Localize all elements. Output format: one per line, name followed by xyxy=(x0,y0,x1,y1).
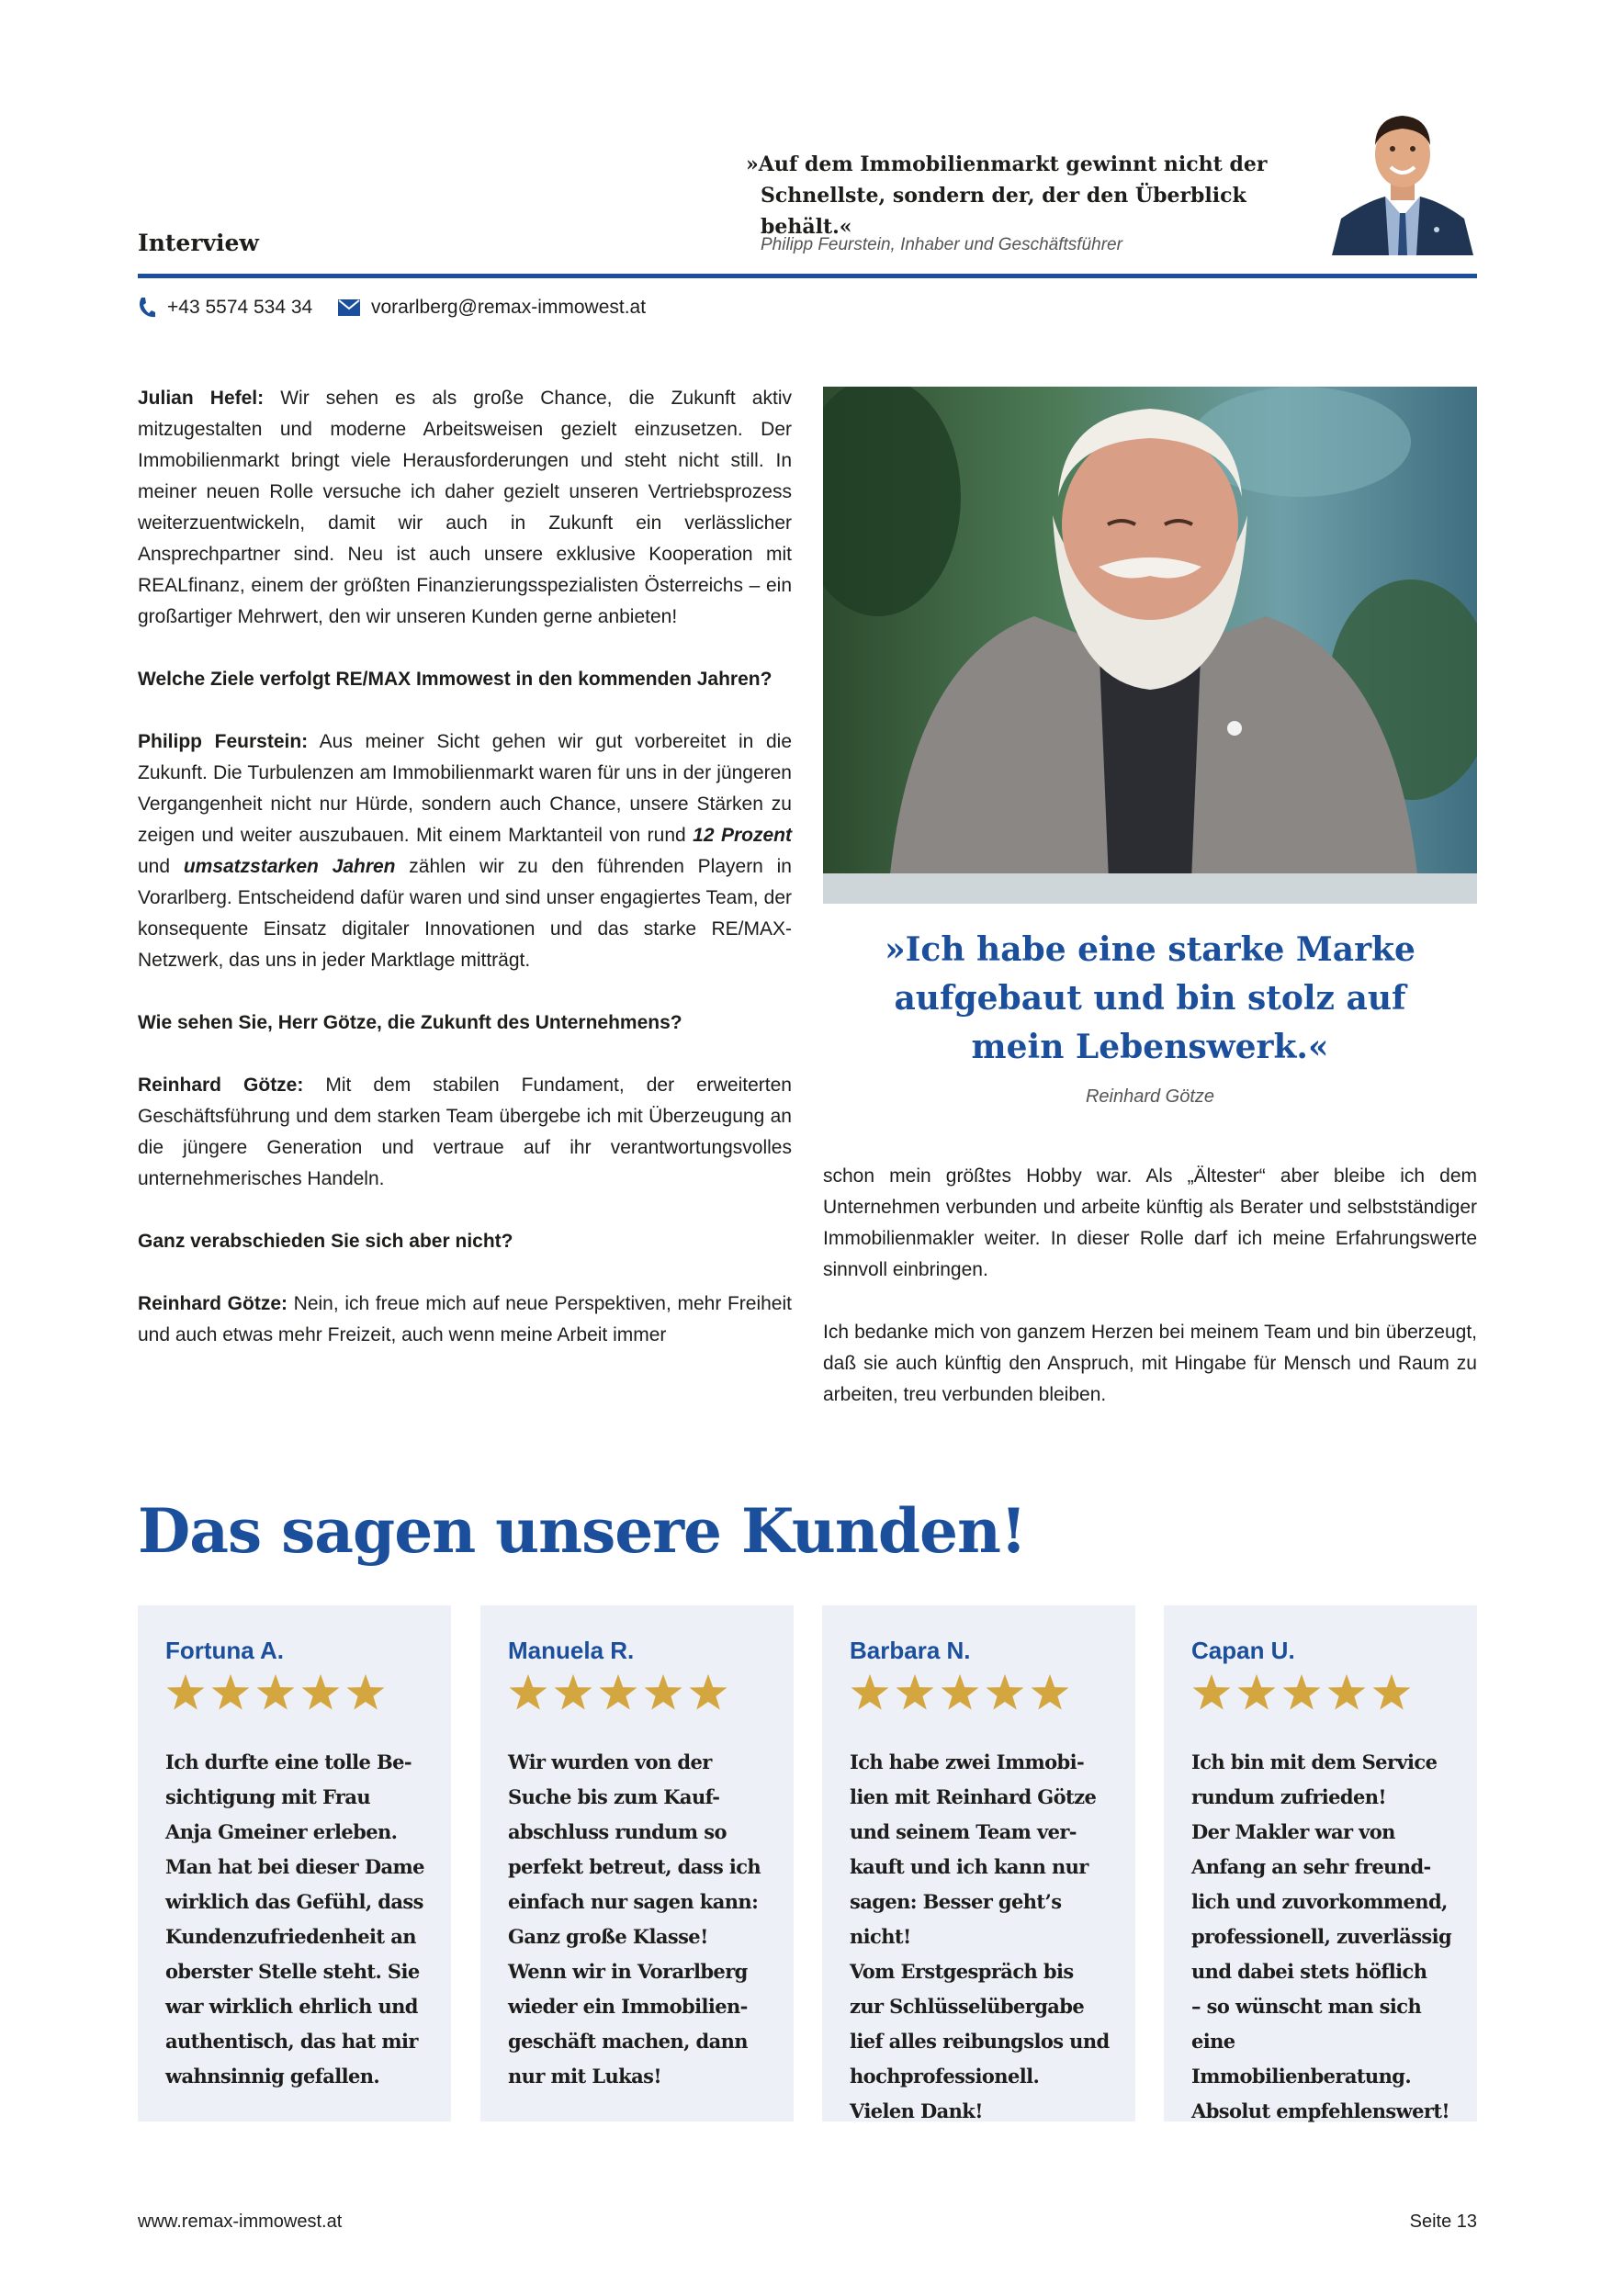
answer-reinhard-goetze xyxy=(138,1070,792,1195)
speaker-name: Reinhard Götze: xyxy=(138,1293,288,1314)
star-icon xyxy=(850,1673,890,1712)
interview-left-column xyxy=(138,383,792,1351)
star-icon xyxy=(508,1673,548,1712)
interview-right-column xyxy=(823,1161,1477,1411)
answer-text: Nein, ich freue mich auf neue Perspektiven, mehr Freiheit und auch etwas mehr Freizeit, auch wenn meine Arbeit immer xyxy=(138,1293,792,1345)
star-rating xyxy=(165,1673,429,1712)
star-icon xyxy=(985,1673,1025,1712)
review-text: Wir wurden von der Suche bis zum Kauf- abschluss rundum so perfekt betreut, dass ich einfach nur sagen kann: Ganz große Klasse! Wenn wir in Vorarlberg wieder ein Immobilien- geschäft machen, dann nur mit Lukas! xyxy=(508,1750,761,2088)
star-rating xyxy=(850,1673,1113,1712)
star-icon xyxy=(1030,1673,1070,1712)
contact-phone-text: +43 5574 534 34 xyxy=(167,297,313,318)
star-icon xyxy=(165,1673,206,1712)
contact-email-text: vorarlberg@remax-immowest.at xyxy=(371,297,647,318)
star-rating xyxy=(508,1673,772,1712)
answer-philipp-feurstein xyxy=(138,726,792,976)
testimonial-card xyxy=(822,1605,1135,2122)
testimonial-card xyxy=(138,1605,451,2122)
answer-text: zählen wir zu den führenden Playern in Vorarlberg. Entscheidend dafür waren und sind unser engagiertes Team, der konsequente Einsatz digitaler Innovationen und das starke RE/MAX-Netzwerk, das uns in jeder Marktlage mitträgt. xyxy=(138,856,792,971)
interview-question: Welche Ziele verfolgt RE/MAX Immowest in den kommenden Jahren? xyxy=(138,669,773,690)
speaker-name: Julian Hefel: xyxy=(138,388,265,409)
header-quote-line1: »Auf dem Immobilienmarkt gewinnt nicht der xyxy=(746,152,1268,176)
star-icon xyxy=(643,1673,683,1712)
answer-text: Aus meiner Sicht gehen wir gut vorbereitet in die Zukunft. Die Turbulenzen am Immobilienmarkt waren für uns in der jüngeren Vergangenheit nicht nur Hürde, sondern auch Chance, unsere Stärken zu zeigen und weiter auszubauen. Mit einem Marktanteil von rund xyxy=(138,731,792,846)
footer-website[interactable]: www.remax-immowest.at xyxy=(138,2212,343,2232)
answer-reinhard-goetze xyxy=(138,1289,792,1351)
review-text: Ich durfte eine tolle Be- sichtigung mit Frau Anja Gmeiner erleben. Man hat bei dieser Dame wirklich das Gefühl, dass Kundenzufriedenheit an oberster Stelle steht. Sie war wirklich ehrlich und authentisch, das hat mir wahnsinnig gefallen. xyxy=(165,1750,424,2088)
review-text: Ich bin mit dem Service rundum zufrieden! Der Makler war von Anfang an sehr freund- lich und zuvorkommend, professionell, zuverlässig und dabei stets höflich – so wünscht man sich eine Immobilienberatung. Absolut empfehlenswert! xyxy=(1191,1750,1452,2122)
star-icon xyxy=(300,1673,341,1712)
interview-question: Wie sehen Sie, Herr Götze, die Zukunft des Unternehmens? xyxy=(138,1012,682,1033)
portrait-philipp-feurstein xyxy=(1328,101,1477,255)
header-rule xyxy=(138,274,1477,278)
pull-quote-line2: aufgebaut und bin stolz auf xyxy=(894,979,1406,1018)
portrait-reinhard-goetze xyxy=(823,387,1477,904)
star-icon xyxy=(553,1673,593,1712)
star-icon xyxy=(1326,1673,1367,1712)
star-icon xyxy=(210,1673,251,1712)
header-quote-line2: Schnellste, sondern der, der den Überblick behält.« xyxy=(761,184,1246,239)
reviewer-name: Fortuna A. xyxy=(165,1637,285,1664)
star-rating xyxy=(1191,1673,1455,1712)
contact-email[interactable] xyxy=(338,294,646,321)
star-icon xyxy=(1371,1673,1412,1712)
testimonial-card xyxy=(480,1605,794,2122)
testimonials-heading: Das sagen unsere Kunden! xyxy=(138,1495,1026,1567)
interview-question: Ganz verabschieden Sie sich aber nicht? xyxy=(138,1231,513,1252)
review-text: Ich habe zwei Immobi- lien mit Reinhard Götze und seinem Team ver- kauft und ich kann nur sagen: Besser geht’s nicht! Vom Erstgespräch bis zur Schlüsselübergabe lief alles reibungslos und hochprofessionell. Vielen Dank! xyxy=(850,1750,1110,2122)
answer-julian-hefel xyxy=(138,383,792,633)
star-icon xyxy=(688,1673,728,1712)
star-icon xyxy=(598,1673,638,1712)
reviewer-name: Barbara N. xyxy=(850,1637,971,1664)
speaker-name: Reinhard Götze: xyxy=(138,1075,304,1096)
reviewer-name: Manuela R. xyxy=(508,1637,635,1664)
pull-quote-attribution: Reinhard Götze xyxy=(1085,1086,1215,1107)
answer-text: Mit dem stabilen Fundament, der erweiterten Geschäftsführung und dem starken Team übergebe ich mit Überzeugung an die jüngere Generation und vertraue auf ihr verantwortungsvolles unternehmerisches Handeln. xyxy=(138,1075,792,1189)
star-icon xyxy=(1281,1673,1322,1712)
star-icon xyxy=(940,1673,980,1712)
page-number: Seite 13 xyxy=(1409,2212,1477,2232)
speaker-name: Philipp Feurstein: xyxy=(138,731,309,752)
emphasis-text: umsatzstarken Jahren xyxy=(183,856,396,877)
pull-quote-line1: »Ich habe eine starke Marke xyxy=(885,930,1415,969)
header-quote xyxy=(746,149,1334,242)
pull-quote xyxy=(823,926,1477,1072)
mail-icon xyxy=(338,299,360,316)
star-icon xyxy=(895,1673,935,1712)
closing-statement: Ich bedanke mich von ganzem Herzen bei meinem Team und bin überzeugt, daß sie auch künftig den Anspruch, mit Hingabe für Mensch und Raum zu arbeiten, treu verbunden bleiben. xyxy=(823,1322,1477,1405)
star-icon xyxy=(345,1673,386,1712)
contact-phone[interactable] xyxy=(138,294,312,321)
section-label: Interview xyxy=(138,230,259,256)
reviewer-name: Capan U. xyxy=(1191,1637,1295,1664)
answer-text: Wir sehen es als große Chance, die Zukunft aktiv mitzugestalten und moderne Arbeitsweisen gezielt einzusetzen. Der Immobilienmarkt bringt viele Herausforderungen und steht nicht still. In meiner neuen Rolle versuche ich daher gezielt unseren Vertriebsprozess weiterzuentwickeln, damit wir auch in Zukunft ein verlässlicher Ansprechpartner sind. Neu ist auch unsere exklusive Kooperation mit REALfinanz, einem der größten Finanzierungsspezialisten Österreichs – ein großartiger Mehrwert, den wir unseren Kunden gerne anbieten! xyxy=(138,388,792,627)
star-icon xyxy=(1191,1673,1232,1712)
answer-text: und xyxy=(138,856,184,877)
testimonial-card xyxy=(1164,1605,1477,2122)
header-quote-attribution: Philipp Feurstein, Inhaber und Geschäftsführer xyxy=(761,235,1122,254)
star-icon xyxy=(255,1673,296,1712)
star-icon xyxy=(1236,1673,1277,1712)
emphasis-text: 12 Prozent xyxy=(693,825,793,846)
pull-quote-line3: mein Lebenswerk.« xyxy=(971,1028,1329,1066)
answer-continuation: schon mein größtes Hobby war. Als „Ältester“ aber bleibe ich dem Unternehmen verbunden und arbeite künftig als Berater und selbstständiger Immobilienmakler weiter. In dieser Rolle darf ich meine Erfahrungswerte sinnvoll einbringen. xyxy=(823,1165,1477,1280)
phone-icon xyxy=(138,297,156,319)
